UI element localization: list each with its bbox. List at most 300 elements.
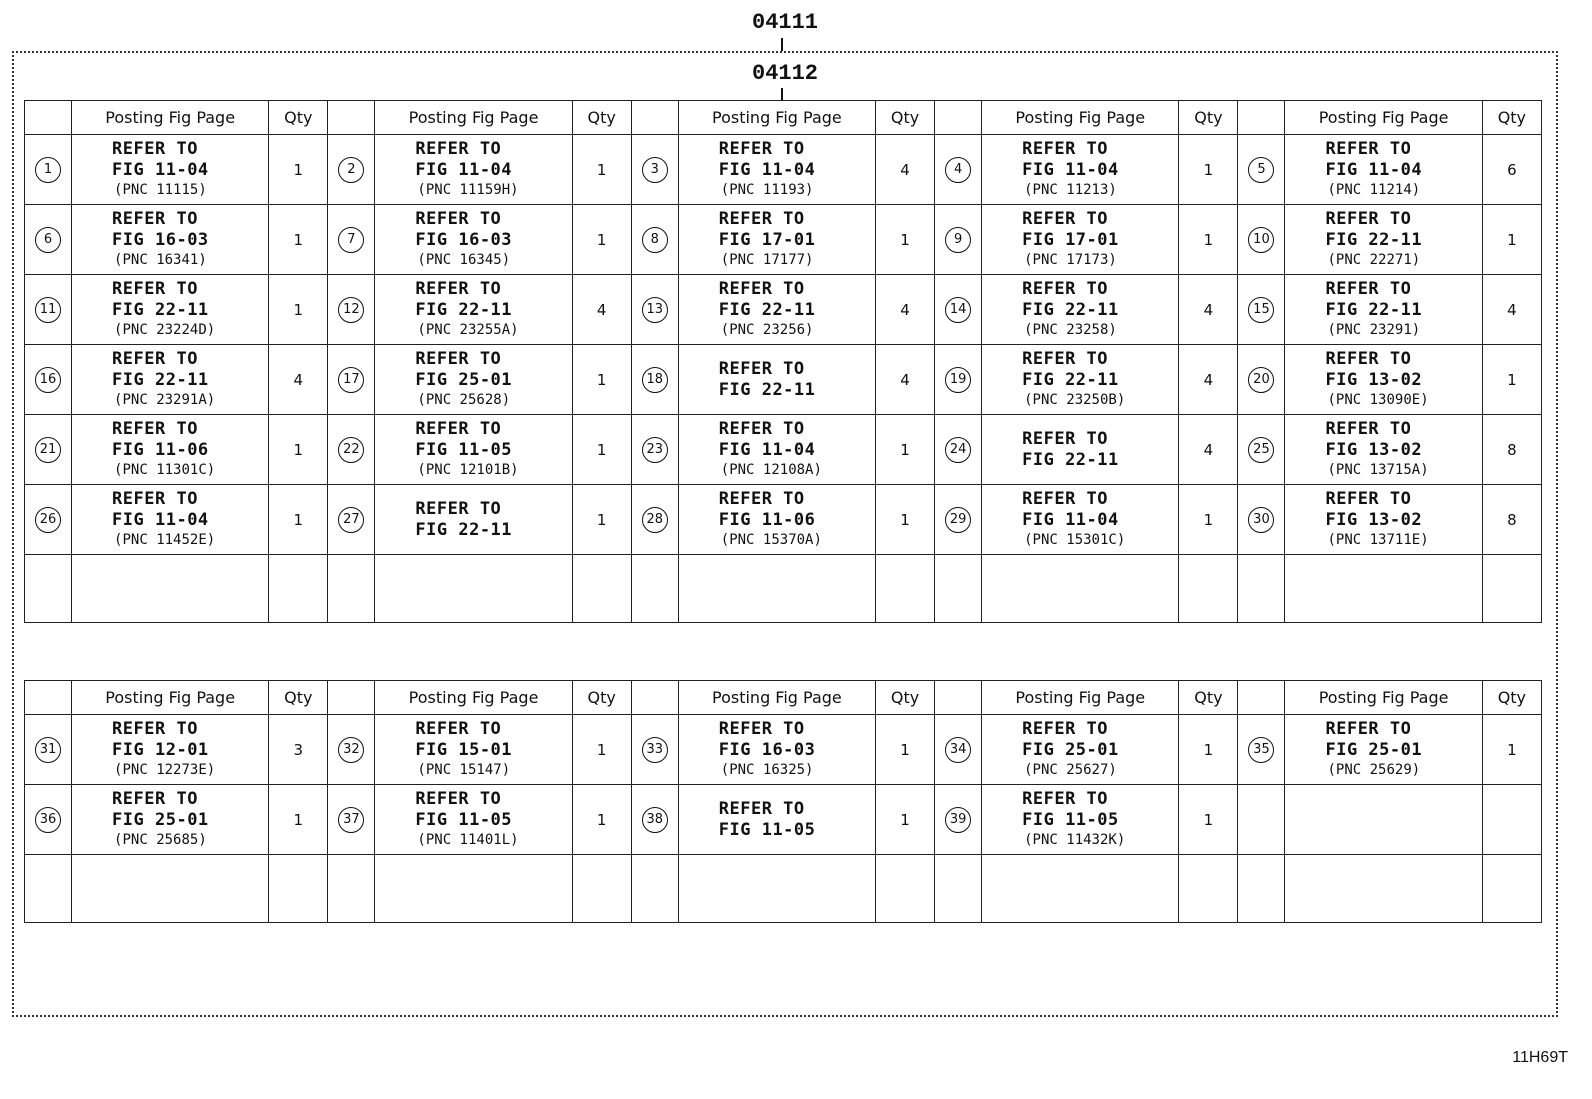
item-number-circle: 39	[945, 807, 971, 833]
item-number-cell	[328, 415, 375, 485]
refer-to-text: REFER TO	[415, 419, 502, 439]
item-number-cell	[25, 205, 72, 275]
fig-reference: FIG 22-11	[1325, 300, 1423, 320]
table-header-row	[25, 101, 1542, 135]
item-number-circle: 38	[642, 807, 668, 833]
item-number-cell	[631, 345, 678, 415]
item-number-circle: 9	[945, 227, 971, 253]
posting-fig-cell	[678, 275, 875, 345]
pnc-number: (PNC 16341)	[114, 252, 207, 268]
item-number-cell	[1238, 205, 1285, 275]
posting-fig-cell	[678, 715, 875, 785]
refer-to-text: REFER TO	[718, 798, 805, 819]
posting-fig-cell	[1285, 715, 1482, 785]
fig-reference: FIG 11-04	[718, 440, 816, 460]
header-qty: Qty	[1482, 681, 1541, 715]
item-number-cell	[25, 345, 72, 415]
qty-cell: 4	[572, 275, 631, 345]
posting-fig-cell	[375, 135, 572, 205]
empty-cell	[25, 855, 72, 923]
pnc-number: (PNC 12101B)	[417, 462, 519, 478]
refer-to-text: REFER TO	[112, 279, 198, 299]
item-number-cell	[1238, 785, 1285, 855]
fig-reference: FIG 25-01	[1325, 740, 1423, 760]
pnc-number: (PNC 23255A)	[417, 322, 519, 338]
posting-fig-cell	[678, 205, 875, 275]
item-number-circle: 4	[945, 157, 971, 183]
empty-cell	[1285, 555, 1482, 623]
qty-cell: 1	[572, 785, 631, 855]
item-number-circle: 27	[338, 507, 364, 533]
refer-to-text: REFER TO	[415, 498, 502, 519]
refer-to-text: REFER TO	[112, 419, 198, 439]
pnc-number: (PNC 12273E)	[114, 762, 216, 778]
header-qty: Qty	[1179, 681, 1238, 715]
header-qty: Qty	[269, 101, 328, 135]
qty-cell: 1	[572, 485, 631, 555]
empty-cell	[269, 855, 328, 923]
refer-to-text: REFER TO	[415, 279, 502, 299]
refer-to-text: REFER TO	[1022, 279, 1109, 299]
item-number-circle: 14	[945, 297, 971, 323]
qty-cell: 1	[1179, 715, 1238, 785]
posting-fig-cell	[982, 485, 1179, 555]
posting-fig-cell	[72, 275, 269, 345]
empty-cell	[678, 855, 875, 923]
refer-to-text: REFER TO	[112, 349, 198, 369]
fig-reference: FIG 11-05	[415, 440, 513, 460]
item-number-circle: 22	[338, 437, 364, 463]
fig-reference: FIG 22-11	[1022, 300, 1119, 320]
qty-cell: 1	[876, 785, 935, 855]
parts-table-2	[24, 680, 1542, 923]
item-number-cell	[935, 715, 982, 785]
fig-reference: FIG 11-04	[1325, 160, 1423, 180]
posting-fig-cell	[982, 135, 1179, 205]
item-number-cell	[25, 135, 72, 205]
empty-cell	[1238, 555, 1285, 623]
posting-fig-cell	[72, 785, 269, 855]
empty-cell	[1285, 855, 1482, 923]
empty-cell	[72, 855, 269, 923]
table-header-row	[25, 681, 1542, 715]
pnc-number: (PNC 23291A)	[114, 392, 216, 408]
posting-fig-cell	[1285, 135, 1482, 205]
qty-cell: 1	[876, 715, 935, 785]
pnc-number: (PNC 11401L)	[417, 832, 519, 848]
fig-reference: FIG 11-04	[718, 160, 816, 180]
empty-cell	[935, 855, 982, 923]
fig-reference: FIG 25-01	[415, 370, 513, 390]
fig-reference: FIG 11-04	[112, 510, 209, 530]
header-qty: Qty	[876, 681, 935, 715]
fig-reference: FIG 16-03	[112, 230, 209, 250]
header-posting-fig-page: Posting Fig Page	[678, 681, 875, 715]
empty-cell	[1179, 555, 1238, 623]
table-row	[25, 485, 1542, 555]
item-number-circle: 31	[35, 737, 61, 763]
empty-cell	[678, 555, 875, 623]
item-number-cell	[25, 785, 72, 855]
pnc-number: (PNC 11432K)	[1024, 832, 1126, 848]
item-number-circle: 1	[35, 157, 61, 183]
posting-fig-cell	[375, 345, 572, 415]
item-number-circle: 16	[35, 367, 61, 393]
qty-cell: 1	[269, 785, 328, 855]
empty-cell	[1482, 555, 1541, 623]
refer-to-text: REFER TO	[112, 789, 198, 809]
empty-cell	[631, 555, 678, 623]
item-number-cell	[1238, 345, 1285, 415]
posting-fig-cell	[1285, 485, 1482, 555]
parts-table-1	[24, 100, 1542, 623]
fig-reference: FIG 22-11	[1022, 449, 1119, 470]
item-number-circle: 36	[35, 807, 61, 833]
fig-reference: FIG 17-01	[1022, 230, 1119, 250]
posting-fig-cell	[678, 785, 875, 855]
refer-to-text: REFER TO	[415, 139, 502, 159]
header-num-cell	[1238, 681, 1285, 715]
item-number-cell	[25, 715, 72, 785]
posting-fig-cell	[375, 275, 572, 345]
qty-cell: 1	[1179, 785, 1238, 855]
fig-reference: FIG 16-03	[415, 230, 513, 250]
fig-reference: FIG 22-11	[112, 300, 209, 320]
empty-cell	[572, 555, 631, 623]
refer-to-text: REFER TO	[112, 139, 198, 159]
fig-reference: FIG 11-05	[718, 819, 816, 840]
qty-cell: 1	[269, 415, 328, 485]
item-number-cell	[25, 275, 72, 345]
item-number-cell	[328, 715, 375, 785]
empty-cell	[935, 555, 982, 623]
empty-cell	[876, 555, 935, 623]
qty-cell: 1	[1179, 205, 1238, 275]
posting-fig-cell	[72, 715, 269, 785]
item-number-circle: 32	[338, 737, 364, 763]
header-qty: Qty	[876, 101, 935, 135]
qty-cell: 1	[269, 485, 328, 555]
item-number-cell	[328, 135, 375, 205]
pnc-number: (PNC 11193)	[720, 182, 814, 198]
refer-to-text: REFER TO	[112, 719, 198, 739]
empty-cell	[572, 855, 631, 923]
header-posting-fig-page: Posting Fig Page	[982, 681, 1179, 715]
qty-cell	[1482, 785, 1541, 855]
item-number-circle: 18	[642, 367, 668, 393]
posting-fig-cell	[72, 485, 269, 555]
refer-to-text: REFER TO	[1022, 719, 1109, 739]
posting-fig-cell	[375, 205, 572, 275]
refer-to-text: REFER TO	[415, 209, 502, 229]
fig-reference: FIG 22-11	[112, 370, 209, 390]
table-row	[25, 415, 1542, 485]
posting-fig-cell	[678, 345, 875, 415]
qty-cell: 1	[1482, 205, 1541, 275]
item-number-cell	[935, 275, 982, 345]
item-number-circle: 20	[1248, 367, 1274, 393]
item-number-cell	[631, 485, 678, 555]
item-number-circle: 10	[1248, 227, 1274, 253]
header-qty: Qty	[572, 101, 631, 135]
qty-cell: 1	[876, 415, 935, 485]
qty-cell: 4	[1179, 345, 1238, 415]
qty-cell: 1	[572, 715, 631, 785]
header-qty: Qty	[572, 681, 631, 715]
fig-reference: FIG 22-11	[415, 519, 513, 540]
item-number-cell	[1238, 415, 1285, 485]
refer-to-text: REFER TO	[1325, 719, 1412, 739]
pnc-number: (PNC 25629)	[1327, 762, 1421, 778]
pnc-number: (PNC 23250B)	[1024, 392, 1126, 408]
table-row	[25, 715, 1542, 785]
refer-to-text: REFER TO	[718, 719, 805, 739]
posting-fig-cell	[72, 415, 269, 485]
empty-row	[25, 855, 1542, 923]
item-number-circle: 37	[338, 807, 364, 833]
fig-reference: FIG 11-05	[415, 810, 513, 830]
pnc-number: (PNC 12108A)	[720, 462, 822, 478]
fig-reference: FIG 11-04	[1022, 160, 1119, 180]
posting-fig-cell	[982, 415, 1179, 485]
qty-cell: 4	[876, 135, 935, 205]
item-number-circle: 7	[338, 227, 364, 253]
header-posting-fig-page: Posting Fig Page	[982, 101, 1179, 135]
header-num-cell	[25, 101, 72, 135]
item-number-cell	[328, 485, 375, 555]
posting-fig-cell	[678, 415, 875, 485]
qty-cell: 1	[1179, 135, 1238, 205]
refer-to-text: REFER TO	[112, 209, 198, 229]
qty-cell: 4	[1482, 275, 1541, 345]
refer-to-text: REFER TO	[112, 489, 198, 509]
qty-cell: 6	[1482, 135, 1541, 205]
posting-fig-cell	[375, 485, 572, 555]
header-posting-fig-page: Posting Fig Page	[375, 681, 572, 715]
posting-fig-cell	[1285, 785, 1482, 855]
qty-cell: 1	[572, 345, 631, 415]
pnc-number: (PNC 13711E)	[1327, 532, 1429, 548]
item-number-circle: 34	[945, 737, 971, 763]
qty-cell: 4	[1179, 415, 1238, 485]
fig-reference: FIG 17-01	[718, 230, 816, 250]
header-num-cell	[631, 681, 678, 715]
item-number-cell	[328, 205, 375, 275]
qty-cell: 1	[269, 205, 328, 275]
refer-to-text: REFER TO	[1022, 139, 1109, 159]
item-number-circle: 28	[642, 507, 668, 533]
refer-to-text: REFER TO	[1022, 489, 1109, 509]
item-number-circle: 23	[642, 437, 668, 463]
item-number-cell	[935, 135, 982, 205]
fig-reference: FIG 22-11	[415, 300, 513, 320]
item-number-cell	[328, 275, 375, 345]
empty-cell	[25, 555, 72, 623]
empty-cell	[1238, 855, 1285, 923]
empty-cell	[269, 555, 328, 623]
fig-reference: FIG 11-04	[1022, 510, 1119, 530]
pnc-number: (PNC 23258)	[1024, 322, 1117, 338]
item-number-circle: 24	[945, 437, 971, 463]
posting-fig-cell	[1285, 205, 1482, 275]
item-number-circle: 21	[35, 437, 61, 463]
pnc-number: (PNC 11115)	[114, 182, 207, 198]
item-number-cell	[1238, 135, 1285, 205]
posting-fig-cell	[375, 715, 572, 785]
item-number-cell	[631, 415, 678, 485]
assembly-leader-line	[781, 38, 783, 51]
qty-cell: 1	[1482, 345, 1541, 415]
item-number-circle: 13	[642, 297, 668, 323]
fig-reference: FIG 11-06	[112, 440, 209, 460]
header-num-cell	[631, 101, 678, 135]
table-row	[25, 205, 1542, 275]
table-row	[25, 275, 1542, 345]
fig-reference: FIG 13-02	[1325, 440, 1423, 460]
pnc-number: (PNC 17177)	[720, 252, 814, 268]
fig-reference: FIG 22-11	[1325, 230, 1423, 250]
fig-reference: FIG 22-11	[718, 379, 816, 400]
refer-to-text: REFER TO	[1325, 489, 1412, 509]
header-posting-fig-page: Posting Fig Page	[1285, 101, 1482, 135]
item-number-circle: 6	[35, 227, 61, 253]
item-number-circle: 25	[1248, 437, 1274, 463]
refer-to-text: REFER TO	[718, 279, 805, 299]
item-number-cell	[631, 135, 678, 205]
item-number-circle: 30	[1248, 507, 1274, 533]
fig-reference: FIG 22-11	[718, 300, 816, 320]
pnc-number: (PNC 11159H)	[417, 182, 519, 198]
qty-cell: 1	[269, 135, 328, 205]
qty-cell: 1	[572, 135, 631, 205]
empty-row	[25, 555, 1542, 623]
posting-fig-cell	[375, 415, 572, 485]
fig-reference: FIG 25-01	[1022, 740, 1119, 760]
posting-fig-cell	[982, 785, 1179, 855]
refer-to-text: REFER TO	[718, 139, 805, 159]
refer-to-text: REFER TO	[1325, 139, 1412, 159]
header-num-cell	[935, 101, 982, 135]
fig-reference: FIG 11-06	[718, 510, 816, 530]
header-qty: Qty	[1179, 101, 1238, 135]
qty-cell: 1	[1179, 485, 1238, 555]
posting-fig-cell	[1285, 275, 1482, 345]
item-number-cell	[25, 415, 72, 485]
item-number-cell	[328, 345, 375, 415]
pnc-number: (PNC 15147)	[417, 762, 511, 778]
empty-cell	[375, 855, 572, 923]
refer-to-text: REFER TO	[415, 719, 502, 739]
posting-fig-cell	[72, 135, 269, 205]
qty-cell: 4	[876, 275, 935, 345]
refer-to-text: REFER TO	[415, 349, 502, 369]
pnc-number: (PNC 23224D)	[114, 322, 216, 338]
header-posting-fig-page: Posting Fig Page	[72, 101, 269, 135]
fig-reference: FIG 13-02	[1325, 510, 1423, 530]
qty-cell: 4	[876, 345, 935, 415]
refer-to-text: REFER TO	[1325, 349, 1412, 369]
fig-reference: FIG 12-01	[112, 740, 209, 760]
posting-fig-cell	[72, 205, 269, 275]
empty-cell	[982, 555, 1179, 623]
pnc-number: (PNC 17173)	[1024, 252, 1117, 268]
pnc-number: (PNC 13090E)	[1327, 392, 1429, 408]
refer-to-text: REFER TO	[718, 489, 805, 509]
qty-cell: 1	[876, 205, 935, 275]
item-number-cell	[631, 785, 678, 855]
qty-cell: 1	[269, 275, 328, 345]
empty-cell	[1179, 855, 1238, 923]
item-number-cell	[1238, 275, 1285, 345]
item-number-cell	[25, 485, 72, 555]
item-number-cell	[328, 785, 375, 855]
qty-cell: 1	[572, 415, 631, 485]
pnc-number: (PNC 25628)	[417, 392, 511, 408]
pnc-number: (PNC 11214)	[1327, 182, 1421, 198]
fig-reference: FIG 11-04	[415, 160, 513, 180]
header-qty: Qty	[1482, 101, 1541, 135]
refer-to-text: REFER TO	[718, 419, 805, 439]
item-number-circle: 29	[945, 507, 971, 533]
empty-cell	[328, 855, 375, 923]
posting-fig-cell	[982, 715, 1179, 785]
header-posting-fig-page: Posting Fig Page	[678, 101, 875, 135]
table-row	[25, 785, 1542, 855]
assembly-label: 04111	[752, 10, 819, 35]
item-number-circle: 12	[338, 297, 364, 323]
item-number-cell	[935, 345, 982, 415]
item-number-circle: 33	[642, 737, 668, 763]
fig-reference: FIG 11-04	[112, 160, 209, 180]
qty-cell: 1	[876, 485, 935, 555]
refer-to-text: REFER TO	[1325, 279, 1412, 299]
posting-fig-cell	[375, 785, 572, 855]
pnc-number: (PNC 16345)	[417, 252, 511, 268]
pnc-number: (PNC 25627)	[1024, 762, 1117, 778]
table-row	[25, 135, 1542, 205]
qty-cell: 3	[269, 715, 328, 785]
subassembly-label: 04112	[752, 61, 819, 86]
qty-cell: 8	[1482, 415, 1541, 485]
qty-cell: 4	[269, 345, 328, 415]
pnc-number: (PNC 15370A)	[720, 532, 822, 548]
pnc-number: (PNC 11301C)	[114, 462, 216, 478]
item-number-circle: 3	[642, 157, 668, 183]
item-number-cell	[631, 715, 678, 785]
posting-fig-cell	[678, 135, 875, 205]
empty-cell	[375, 555, 572, 623]
fig-reference: FIG 15-01	[415, 740, 513, 760]
header-posting-fig-page: Posting Fig Page	[1285, 681, 1482, 715]
empty-cell	[631, 855, 678, 923]
empty-cell	[876, 855, 935, 923]
pnc-number: (PNC 15301C)	[1024, 532, 1126, 548]
item-number-circle: 35	[1248, 737, 1274, 763]
qty-cell: 1	[572, 205, 631, 275]
item-number-circle: 2	[338, 157, 364, 183]
item-number-cell	[1238, 715, 1285, 785]
item-number-circle: 11	[35, 297, 61, 323]
header-posting-fig-page: Posting Fig Page	[72, 681, 269, 715]
qty-cell: 8	[1482, 485, 1541, 555]
refer-to-text: REFER TO	[1325, 209, 1412, 229]
header-qty: Qty	[269, 681, 328, 715]
refer-to-text: REFER TO	[1022, 789, 1109, 809]
pnc-number: (PNC 23256)	[720, 322, 814, 338]
header-num-cell	[328, 101, 375, 135]
item-number-cell	[1238, 485, 1285, 555]
pnc-number: (PNC 23291)	[1327, 322, 1421, 338]
